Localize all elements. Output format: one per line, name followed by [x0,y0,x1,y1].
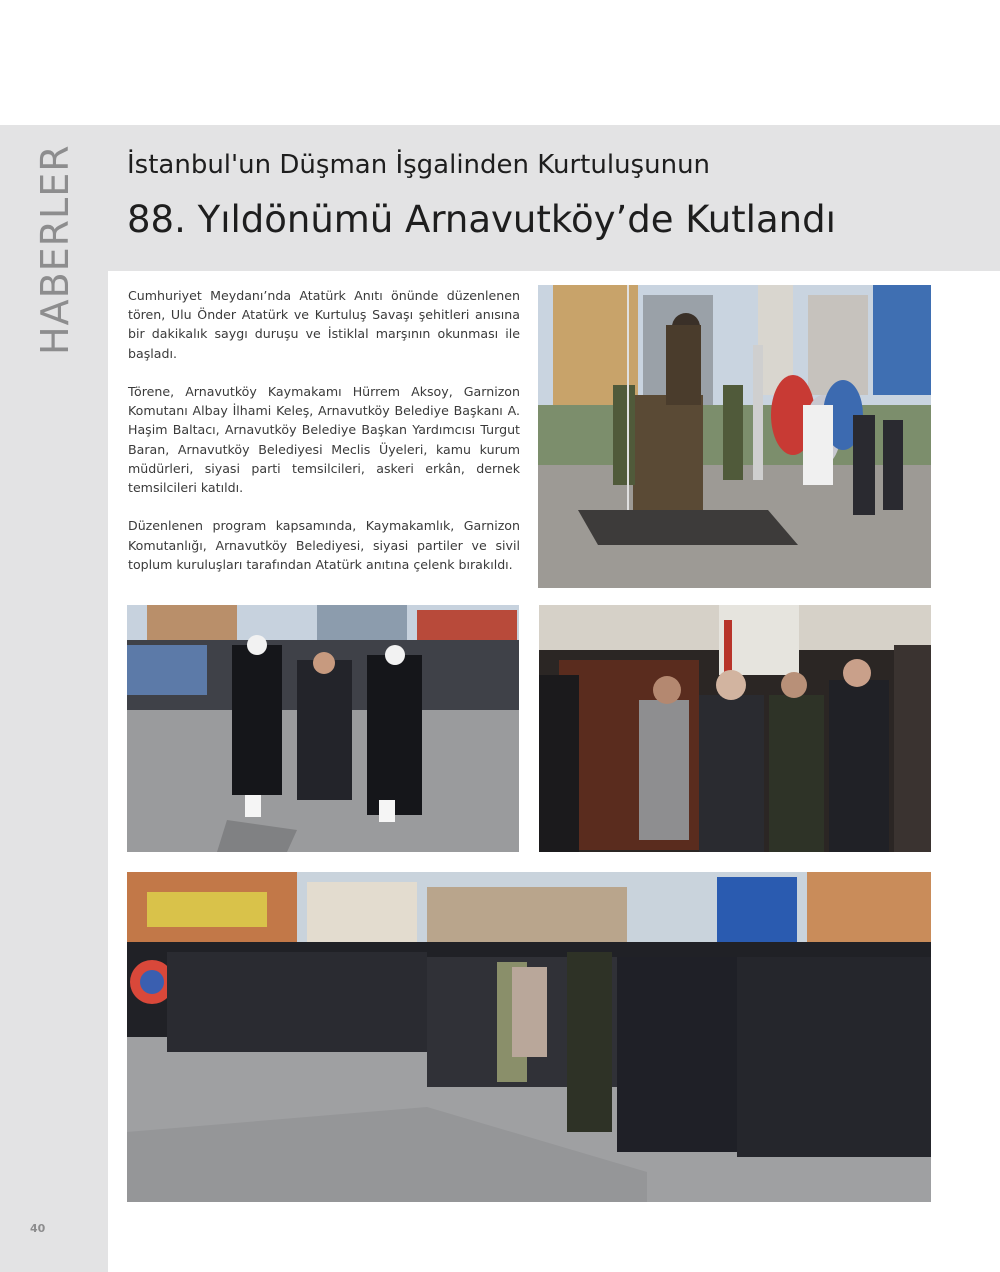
article-title-line2: 88. Yıldönümü Arnavutköy’de Kutlandı [127,198,836,241]
photo-monument-wreath [538,285,931,588]
photo-handshake [539,605,931,852]
article-paragraph: Cumhuriyet Meydanı’nda Atatürk Anıtı önünde düzenlenen tören, Ulu Önder Atatürk ve Kurtuluş Savaşı şehitleri anısına bir dakikalık saygı duruşu ve İstiklal marşının okunması ile başladı. [128,288,520,361]
article-body [128,286,520,593]
article-paragraph: Törene, Arnavutköy Kaymakamı Hürrem Aksoy, Garnizon Komutanı Albay İlhami Keleş, Arnavutköy Belediye Başkanı A. Haşim Baltacı, Arnavutköy Belediye Başkan Yardımcısı Turgut Baran, Arnavutköy Belediyesi Meclis Üyeleri, kamu kurum müdürleri, siyasi parti temsilcileri, askeri erkân, dernek temsilcileri katıldı. [128,384,520,496]
section-label: HABERLER [33,144,77,355]
photo-salute-ceremony [127,605,519,852]
page-number: 40 [30,1222,46,1235]
article-paragraph: Düzenlenen program kapsamında, Kaymakamlık, Garnizon Komutanlığı, Arnavutköy Belediyesi, siyasi partiler ve sivil toplum kuruluşları tarafından Atatürk anıtına çelenk bırakıldı. [128,518,520,572]
article-title-line1: İstanbul'un Düşman İşgalinden Kurtuluşunun [127,150,711,180]
photo-group-officials [127,872,931,1202]
